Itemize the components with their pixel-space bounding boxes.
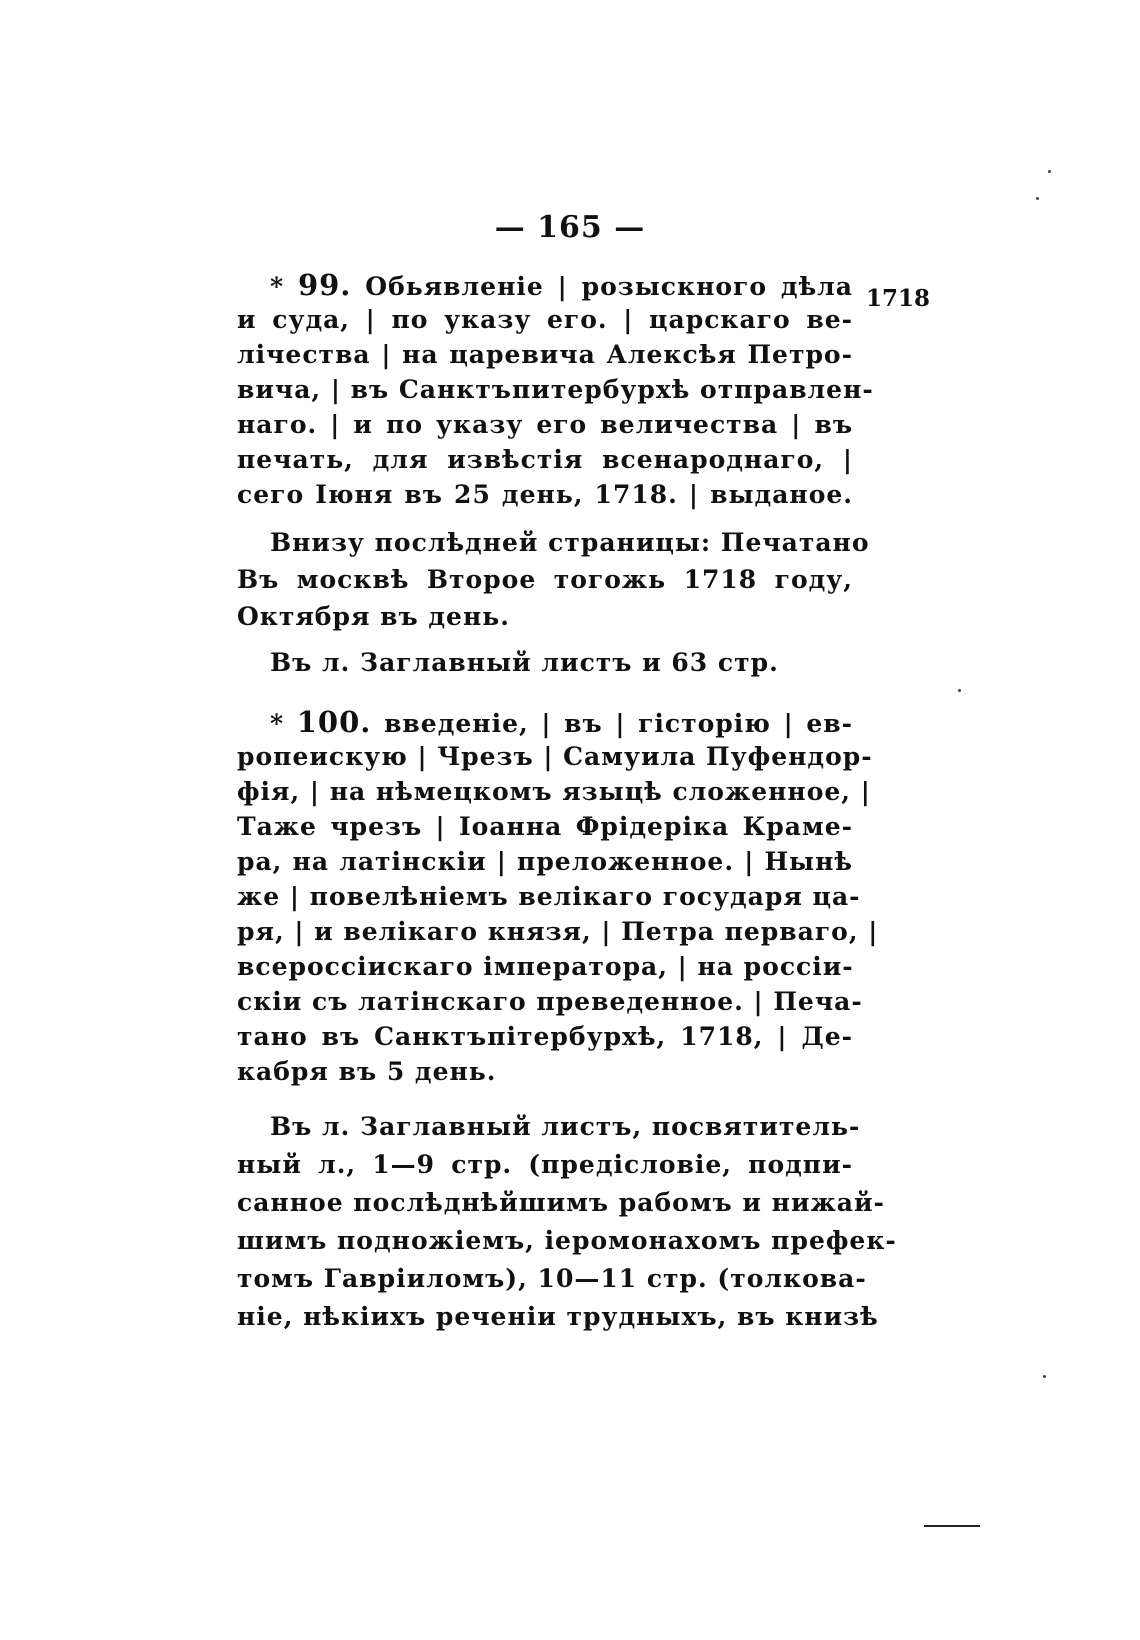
scan-speck — [1048, 170, 1051, 173]
entry-99-line-1: * 99. Обьявленіе | розыскного дѣла — [270, 268, 853, 302]
entry-100-line-8: всероссіискаго імператора, | на россіи- — [237, 952, 854, 981]
entry-100-line-6: же | повелѣніемъ велікаго государя ца- — [237, 882, 861, 911]
entry-100-line-7: ря, | и велікаго князя, | Петра перваго, | — [237, 917, 879, 946]
entry-99-line-6: печать, для извѣстія всенароднаго, | — [237, 445, 853, 474]
entry-99-line-5: наго. | и по указу его величества | въ — [237, 410, 853, 439]
entry-100-number: 100. — [296, 705, 372, 739]
margin-year: 1718 — [866, 285, 931, 312]
entry-99-format: Въ л. Заглавный листъ и 63 стр. — [270, 648, 779, 677]
entry-100-desc-line-2: ный л., 1—9 стр. (предісловіе, подпи- — [237, 1150, 853, 1179]
entry-100-line-4: Таже чрезъ | Іоанна Фрідеріка Краме- — [237, 812, 853, 841]
entry-99-line-3: лічества | на царевича Алексѣя Петро- — [237, 340, 853, 369]
entry-99-note-line-1: Внизу послѣдней страницы: Печатано — [270, 528, 870, 557]
entry-99-line-7: сего Іюня въ 25 день, 1718. | выданое. — [237, 480, 853, 509]
entry-100-desc-line-3: санное послѣднѣйшимъ рабомъ и нижай- — [237, 1188, 885, 1217]
entry-100-desc-line-6: ніе, нѣкіихъ реченіи трудныхъ, въ книзѣ — [237, 1302, 879, 1331]
footer-rule — [924, 1525, 980, 1527]
scan-speck — [1036, 197, 1039, 200]
page-number: — 165 — — [494, 210, 646, 245]
entry-100-line-9: скіи съ латінскаго преведенное. | Печа- — [237, 987, 863, 1016]
entry-100-line-11: кабря въ 5 день. — [237, 1057, 497, 1086]
entry-100-line-10: тано въ Санктъпітербурхѣ, 1718, | Де- — [237, 1022, 853, 1051]
entry-99-line-2: и суда, | по указу его. | царскаго ве- — [237, 305, 853, 334]
entry-100-line-5: ра, на латінскіи | преложенное. | Нынѣ — [237, 847, 853, 876]
entry-100-line-3: фія, | на нѣмецкомъ языцѣ сложенное, | — [237, 777, 871, 806]
entry-100-desc-line-5: томъ Гавріиломъ), 10—11 стр. (толкова- — [237, 1264, 867, 1293]
entry-99-note-line-3: Октября въ день. — [237, 602, 510, 631]
entry-100-desc-line-1: Въ л. Заглавный листъ, посвятитель- — [270, 1112, 861, 1141]
scan-speck — [1043, 1375, 1046, 1378]
entry-99-number: 99. — [297, 268, 352, 302]
entry-100-line-2: ропеискую | Чрезъ | Самуила Пуфендор- — [237, 742, 873, 771]
entry-99-line-4: вича, | въ Санктъпитербурхѣ отправлен- — [237, 375, 874, 404]
entry-99-note-line-2: Въ москвѣ Второе тогожь 1718 году, — [237, 565, 853, 594]
entry-100-line-1: * 100. введеніе, | въ | гісторію | ев- — [270, 705, 853, 739]
entry-100-desc-line-4: шимъ подножіемъ, іеромонахомъ префек- — [237, 1226, 897, 1255]
scan-speck — [958, 689, 961, 692]
